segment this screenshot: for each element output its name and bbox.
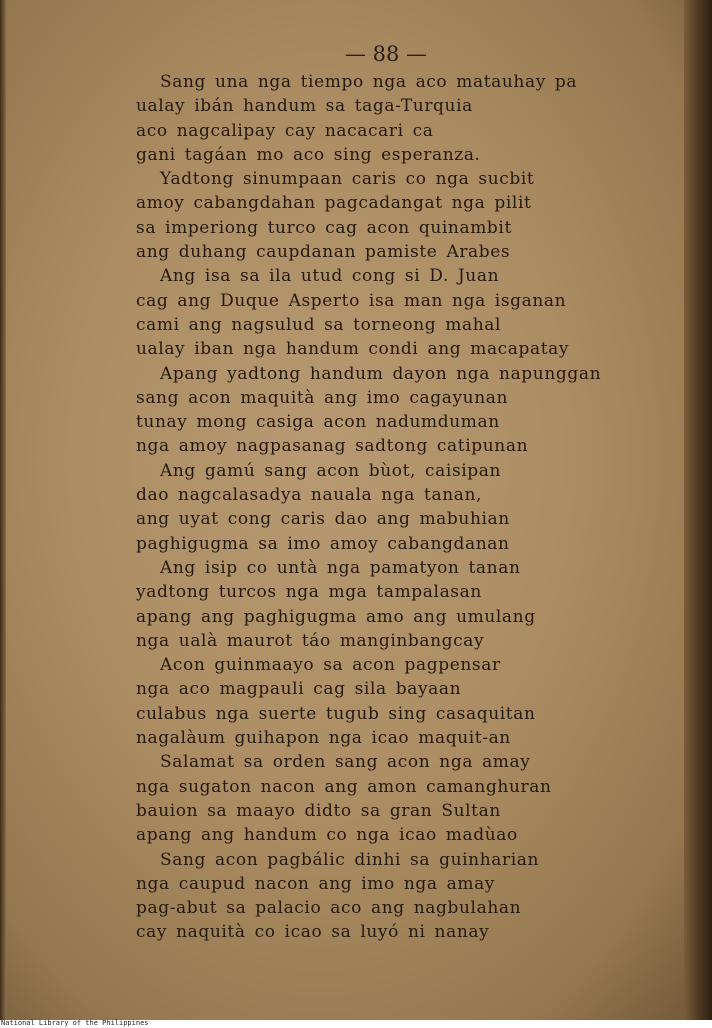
page-right-edge — [684, 0, 712, 1020]
stanza — [136, 848, 656, 945]
poem-line: ang duhang caupdanan pamiste Arabes — [136, 242, 511, 263]
poem-line: ualay iban nga handum condi ang macapatay — [136, 339, 570, 360]
poem-line: Yadtong sinumpaan caris co nga sucbit — [160, 169, 535, 190]
page-number: — 88 — — [344, 42, 428, 66]
poem-line: nagalàum guihapon nga icao maquit-an — [136, 728, 511, 749]
poem-line: sang acon maquità ang imo cagayunan — [136, 387, 509, 408]
poem-line: Ang gamú sang acon bùot, caisipan — [160, 460, 502, 481]
poem-line: cami ang nagsulud sa torneong mahal — [136, 314, 502, 335]
poem-line: nga amoy nagpasanag sadtong catipunan — [136, 436, 529, 457]
poem-line: nga sugaton nacon ang amon camanghuran — [136, 776, 552, 797]
page-left-edge — [0, 0, 6, 1020]
poem-line: Acon guinmaayo sa acon pagpensar — [160, 655, 501, 676]
poem-line: yadtong turcos nga mga tampalasan — [136, 582, 482, 603]
stanza — [136, 556, 656, 653]
stanza — [136, 264, 656, 361]
poem-line: Ang isa sa ila utud cong si D. Juan — [160, 266, 500, 287]
poem-line: gani tagáan mo aco sing esperanza. — [136, 144, 481, 165]
poem-line: cag ang Duque Asperto isa man nga isganan — [136, 290, 567, 311]
poem-line: ang uyat cong caris dao ang mabuhian — [136, 509, 510, 530]
stanza — [136, 70, 656, 167]
poem-line: bauion sa maayo didto sa gran Sultan — [136, 800, 501, 821]
poem-line: dao nagcalasadya nauala nga tanan, — [136, 485, 483, 506]
poem-line: tunay mong casiga acon nadumduman — [136, 412, 500, 433]
library-credit: National Library of the Philippines — [1, 1019, 149, 1027]
stanza — [136, 167, 656, 264]
poem-line: nga caupud nacon ang imo nga amay — [136, 873, 496, 894]
poem-line: amoy cabangdahan pagcadangat nga pilit — [136, 193, 532, 214]
poem-line: Salamat sa orden sang acon nga amay — [160, 752, 531, 773]
poem-line: paghigugma sa imo amoy cabangdanan — [136, 533, 510, 554]
poem-line: sa imperiong turco cag acon quinambit — [136, 217, 512, 238]
poem-line: Sang una nga tiempo nga aco matauhay pa — [160, 72, 578, 92]
poem-line: Sang acon pagbálic dinhi sa guinharian — [160, 849, 540, 870]
poem-line: pag-abut sa palacio aco ang nagbulahan — [136, 898, 522, 919]
stanza — [136, 362, 656, 459]
stanza — [136, 459, 656, 556]
stanza — [136, 653, 656, 750]
poem-line: ualay ibán handum sa taga-Turquia — [136, 96, 473, 117]
stanza — [136, 750, 656, 847]
poem-line: cay naquità co icao sa luyó ni nanay — [136, 922, 490, 943]
poem-line: nga aco magpauli cag sila bayaan — [136, 679, 462, 700]
poem-line: apang ang paghigugma amo ang umulang — [136, 606, 536, 627]
poem-line: Ang isip co untà nga pamatyon tanan — [160, 557, 521, 578]
poem-line: apang ang handum co nga icao madùao — [136, 825, 518, 846]
poem-line: nga ualà maurot táo manginbangcay — [136, 630, 485, 651]
poem-line: culabus nga suerte tugub sing casaquitan — [136, 703, 536, 724]
poem-line: Apang yadtong handum dayon nga napunggan — [160, 363, 602, 384]
poem-text — [136, 70, 656, 945]
poem-line: aco nagcalipay cay nacacari ca — [136, 120, 434, 141]
